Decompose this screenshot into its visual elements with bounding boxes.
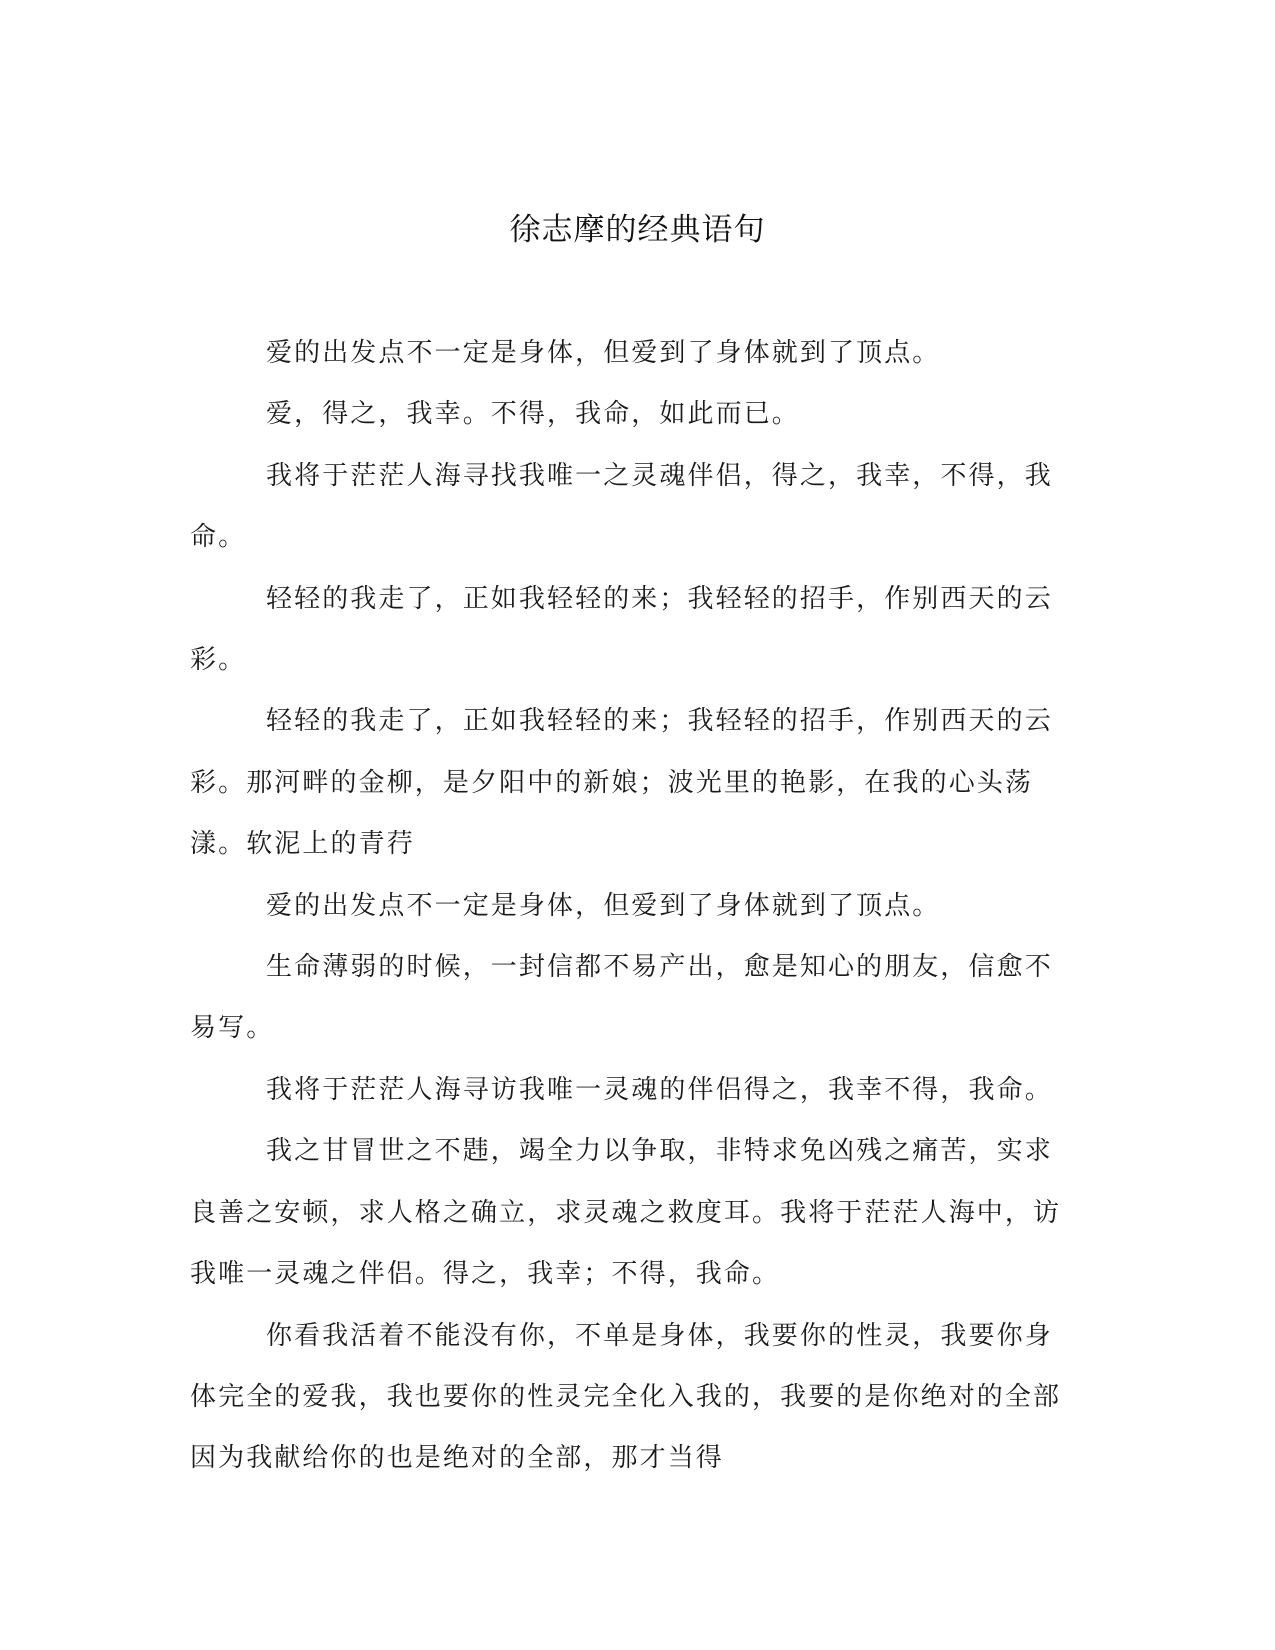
paragraph: 轻轻的我走了，正如我轻轻的来；我轻轻的招手，作别西天的云彩。 [190,583,1053,676]
paragraph: 生命薄弱的时候，一封信都不易产出，愈是知心的朋友，信愈不易写。 [190,952,1053,1044]
paragraph: 我将于茫茫人海寻找我唯一之灵魂伴侣，得之，我幸，不得，我命。 [190,460,1053,553]
document-body [190,323,1078,1490]
paragraph: 轻轻的我走了，正如我轻轻的来；我轻轻的招手，作别西天的云彩。那河畔的金柳，是夕阳中的新娘；波光里的艳影，在我的心头荡漾。软泥上的青荇 [190,706,1053,860]
paragraph: 我之甘冒世之不韪，竭全力以争取，非特求免凶残之痛苦，实求良善之安顿，求人格之确立，求灵魂之救度耳。我将于茫茫人海中，访我唯一灵魂之伴侣。得之，我幸；不得，我命。 [190,1136,1062,1290]
paragraph: 爱的出发点不一定是身体，但爱到了身体就到了顶点。 [266,890,941,921]
paragraph: 爱的出发点不一定是身体，但爱到了身体就到了顶点。 [266,338,941,368]
paragraph: 我将于茫茫人海寻访我唯一灵魂的伴侣得之，我幸不得，我命。 [266,1074,1053,1105]
paragraph: 你看我活着不能没有你，不单是身体，我要你的性灵，我要你身体完全的爱我，我也要你的性灵完全化入我的，我要的是你绝对的全部因为我献给你的也是绝对的全部，那才当得 [190,1320,1062,1474]
paragraph: 爱，得之，我幸。不得，我命，如此而已。 [266,399,800,430]
document-title: 徐志摩的经典语句 [509,212,766,248]
